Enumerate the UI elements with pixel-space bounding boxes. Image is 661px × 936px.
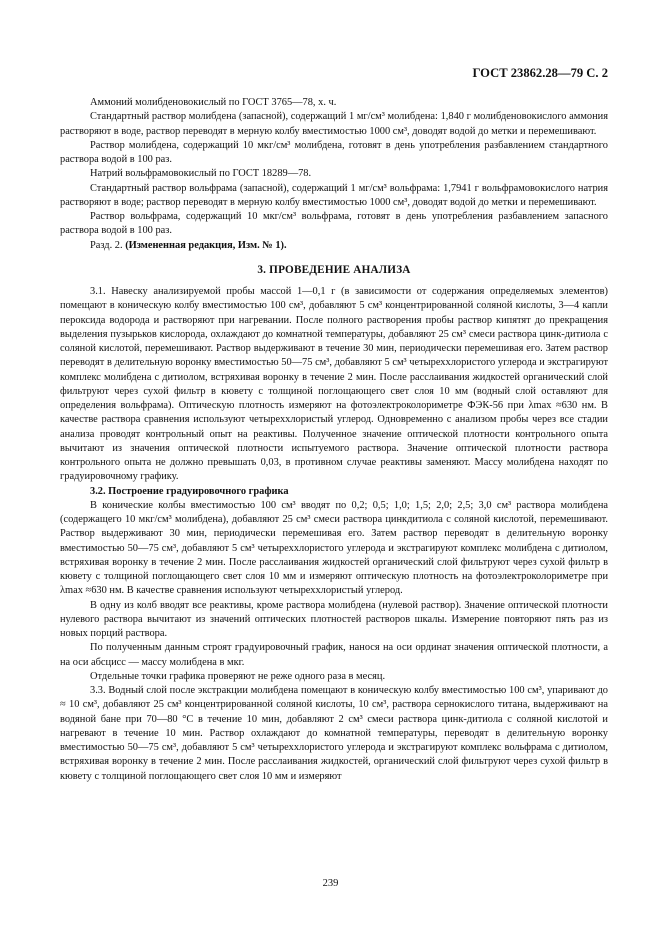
paragraph-tungsten-stock-solution: Стандартный раствор вольфрама (запасной), содержащий 1 мг/см³ вольфрама: 1,7941 г вольфрамовокислого натрия растворяют в воде; раствор переводят в мерную колбу вместимостью 1000 см³, доводят водой до метки и перемешивают. bbox=[60, 182, 608, 208]
paragraph-tungsten-working-solution: Раствор вольфрама, содержащий 10 мкг/см³ вольфрама, готовят в день употребления разбавлением запасного раствора водой в 100 раз. bbox=[60, 211, 608, 237]
amendment-text: (Измененная редакция, Изм. № 1). bbox=[125, 239, 287, 251]
paragraph-calibration-graph: По полученным данным строят градуировочный график, нанося на оси ординат значения оптической плотности, а на оси абсцисс — массу молибдена в мкг. bbox=[60, 642, 608, 668]
paragraph-3-3: 3.3. Водный слой после экстракции молибдена помещают в коническую колбу вместимостью 100 см³, упаривают до ≈ 10 см³, добавляют 25 см³ концентрированной соляной кислоты, 10 см³, раствора сернокислого титана, выдерживают на водяной бане при 70—80 °С в течение 10 мин, добавляют 2 см³ смеси раствора цинк-дитиола с соляной кислотой и нагревают в течение 10 мин. Раствор охлаждают до комнатной температуры, переводят в делительную воронку вместимостью 50—75 см³, добавляют 5 см³ четыреххлористого углерода и экстрагируют комплекс вольфрама с дитиолом, встряхивая воронку в течение 2 мин. После расслаивания жидкостей, органический слой фильтруют через сухой фильтр в кювету с толщиной поглощающего свет слоя 10 мм и измеряют bbox=[60, 685, 608, 782]
page-number: 239 bbox=[322, 878, 339, 889]
paragraph-sodium-tungstate: Натрий вольфрамовокислый по ГОСТ 18289—78. bbox=[90, 168, 312, 180]
paragraph-molybdenum-stock-solution: Стандартный раствор молибдена (запасной), содержащий 1 мг/см³ молибдена: 1,840 г молибденовокислого аммония растворяют в воде, раствор переводят в мерную колбу вместимостью 1000 см³, доводят водой до метки и перемешивают. bbox=[60, 111, 608, 137]
paragraph-amendment-note bbox=[60, 239, 608, 253]
amendment-prefix: Разд. 2. bbox=[90, 239, 126, 251]
document-header: ГОСТ 23862.28—79 С. 2 bbox=[472, 66, 608, 80]
subheading-3-2: 3.2. Построение градуировочного графика bbox=[90, 485, 289, 497]
paragraph-zero-solution: В одну из колб вводят все реактивы, кроме раствора молибдена (нулевой раствор). Значение оптической плотности нулевого раствора вычитают из значений оптических плотностей растворов шкалы. Измерение повторяют пять раз из новых порций раствора. bbox=[60, 599, 608, 639]
section-title: 3. ПРОВЕДЕНИЕ АНАЛИЗА bbox=[257, 263, 411, 276]
paragraph-graph-check: Отдельные точки графика проверяют не реже одного раза в месяц. bbox=[90, 670, 386, 682]
paragraph-3-1: 3.1. Навеску анализируемой пробы массой 1—0,1 г (в зависимости от содержания определяемых элементов) помещают в коническую колбу вместимостью 100 см³, добавляют 5 см³ концентрированной соляной кислоты, 3—4 капли пероксида водорода и растворяют при нагревании. После полного растворения пробы раствор кипятят до прекращения выделения пузырьков кислорода, охлаждают до комнатной температуры, добавляют 25 см³ смеси раствора цинк-дитиола с соляной кислотой, перемешивают. Раствор выдерживают в течение 30 мин, периодически перемешивая его. Затем раствор переводят в делительную воронку вместимостью 50—75 см³, добавляют 5 см³ четыреххлористого углерода и экстрагируют комплекс молибдена с дитиолом, встряхивая воронку в течение 2 мин. После расслаивания жидкостей органический слой фильтруют через сухой фильтр в кювету с толщиной поглощающего свет слоя 10 мм (водный слой оставляют для определения вольфрама). Оптическую плотность измеряют на фотоэлектроколориметре ФЭК-56 при λmax ≈630 нм. В качестве раствора сравнения используют четыреххлористый углерод. Одновременно с анализом пробы через все стадии анализа проводят контрольный опыт на реактивы. Полученное значение оптической плотности контрольного опыта вычитают из значения оптической плотности испытуемого раствора. Значение оптической плотности раствора контрольного опыта не должно превышать 0,03, в противном случае реактивы заменяют. Массу молибдена находят по градуировочному графику. bbox=[60, 286, 608, 483]
paragraph-molybdenum-working-solution: Раствор молибдена, содержащий 10 мкг/см³ молибдена, готовят в день употребления разбавлением стандартного раствора водой в 100 раз. bbox=[60, 139, 608, 165]
paragraph-calibration-procedure: В конические колбы вместимостью 100 см³ вводят по 0,2; 0,5; 1,0; 1,5; 2,0; 2,5; 3,0 см³ раствора молибдена (содержащего 10 мкг/см³ молибдена), добавляют 25 см³ смеси раствора цинкдитиола с соляной кислотой, перемешивают. Раствор выдерживают 30 мин, периодически перемешивая его. Затем раствор переводят в делительную воронку вместимостью 50—75 см³, добавляют 5 см³ четыреххлористого углерода и экстрагируют комплекс молибдена с дитиолом, встряхивая воронку в течение 2 мин. После расслаивания жидкостей органический слой фильтруют через сухой фильтр в кювету с толщиной поглощающего свет слоя 10 мм и измеряют оптическую плотность на фотоэлектроколориметре при λmax ≈630 нм. В качестве сравнения используют четыреххлористый углерод. bbox=[60, 499, 608, 597]
paragraph-ammonium-molybdate: Аммоний молибденовокислый по ГОСТ 3765—78, х. ч. bbox=[90, 97, 337, 108]
document-body bbox=[60, 96, 608, 784]
